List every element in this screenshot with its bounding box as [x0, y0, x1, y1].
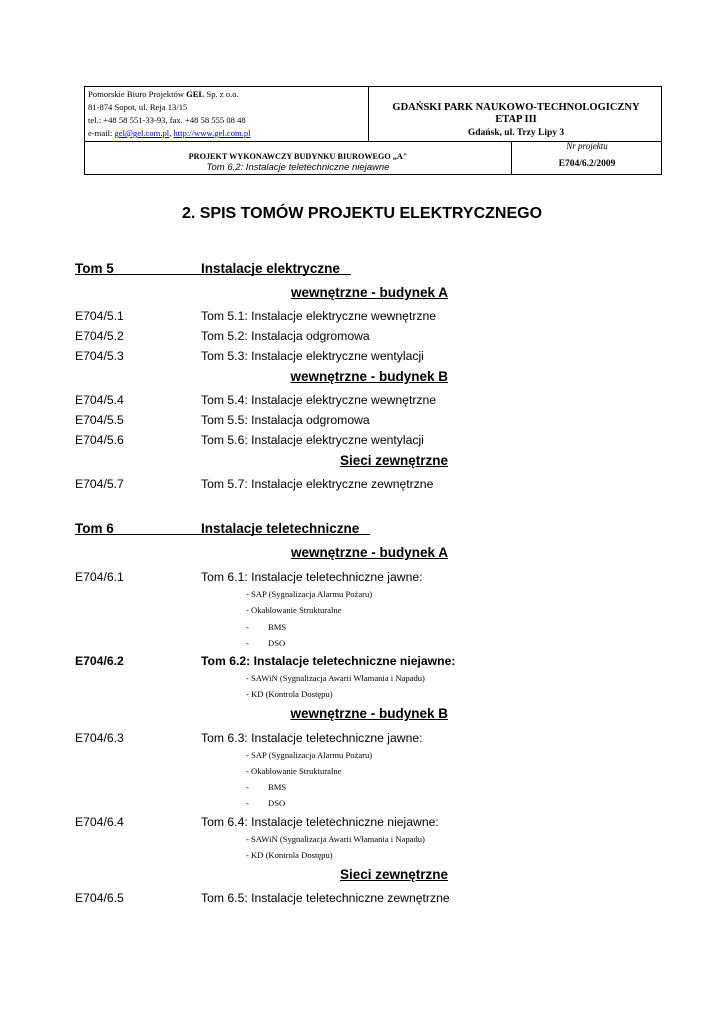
system-item: - BMS	[246, 782, 287, 792]
volume-title: Tom 6.2: Instalacje teletechniczne niejawne	[206, 162, 390, 173]
volume-code: E704/5.1	[75, 309, 124, 323]
system-item: - Okablowanie Strukturalne	[246, 605, 342, 615]
company-phone: tel.: +48 58 551-33-93, fax. +48 58 555 08 48	[88, 115, 246, 125]
volume-description: Tom 5.2: Instalacja odgromowa	[201, 329, 370, 343]
section-heading: wewnętrzne - budynek A	[290, 285, 448, 300]
system-item: - KD (Kontrola Dostępu)	[246, 689, 333, 699]
project-number: E704/6.2/2009	[558, 159, 616, 169]
volume-code: E704/6.3	[75, 731, 124, 745]
system-item: - SAP (Sygnalizacja Alarmu Pożaru)	[246, 589, 373, 599]
tom6-name: Instalacje teletechniczne	[201, 521, 360, 536]
system-item: - DSO	[246, 798, 286, 808]
page-title: 2. SPIS TOMÓW PROJEKTU ELEKTRYCZNEGO	[181, 205, 543, 222]
system-item: - Okablowanie Strukturalne	[246, 766, 342, 776]
volume-code: E704/6.4	[75, 815, 124, 829]
volume-description: Tom 5.6: Instalacje elektryczne wentylacji	[201, 433, 424, 447]
tom6-heading	[75, 521, 370, 536]
system-item: - BMS	[246, 622, 287, 632]
building-title: PROJEKT WYKONAWCZY BUDYNKU BIUROWEGO „A"	[188, 152, 408, 161]
project-location: Gdańsk, ul. Trzy Lipy 3	[467, 128, 565, 138]
email-link[interactable]: gel@gel.com.pl	[114, 128, 170, 138]
section-heading: wewnętrzne - budynek A	[290, 545, 448, 560]
volume-description: Tom 6.2: Instalacje teletechniczne niejawne:	[201, 654, 456, 668]
volume-description: Tom 6.1: Instalacje teletechniczne jawne:	[201, 570, 423, 584]
project-stage: ETAP III	[495, 114, 537, 125]
system-item: - SAWiN (Sygnalizacja Awarii Włamania i Napadu)	[246, 673, 425, 683]
system-item: - KD (Kontrola Dostępu)	[246, 850, 333, 860]
volume-code: E704/5.2	[75, 329, 124, 343]
divider	[368, 87, 369, 141]
document-header	[84, 86, 662, 175]
company-contact: e-mail: gel@gel.com.pl, http://www.gel.com.pl	[88, 128, 251, 138]
volume-description: Tom 5.3: Instalacje elektryczne wentylacji	[201, 349, 424, 363]
volume-code: E704/5.5	[75, 413, 124, 427]
volume-description: Tom 6.3: Instalacje teletechniczne jawne:	[201, 731, 423, 745]
project-number-label: Nr projektu	[566, 141, 608, 151]
volume-code: E704/6.1	[75, 570, 124, 584]
section-heading: wewnętrzne - budynek B	[290, 706, 448, 721]
volume-code: E704/5.4	[75, 393, 124, 407]
volume-description: Tom 6.5: Instalacje teletechniczne zewnętrzne	[201, 891, 450, 905]
section-heading: wewnętrzne - budynek B	[290, 369, 448, 384]
project-title: GDAŃSKI PARK NAUKOWO-TECHNOLOGICZNY	[392, 102, 640, 113]
website-link[interactable]: http://www.gel.com.pl	[173, 128, 251, 138]
tom5-label: Tom 5	[75, 261, 114, 276]
volume-description: Tom 5.1: Instalacje elektryczne wewnętrzne	[201, 309, 437, 323]
section-heading: Sieci zewnętrzne	[339, 867, 448, 882]
system-item: - SAWiN (Sygnalizacja Awarii Włamania i Napadu)	[246, 834, 425, 844]
volume-description: Tom 5.5: Instalacja odgromowa	[201, 413, 370, 427]
volume-description: Tom 5.4: Instalacje elektryczne wewnętrzne	[201, 393, 437, 407]
tom6-label: Tom 6	[75, 521, 114, 536]
system-item: - SAP (Sygnalizacja Alarmu Pożaru)	[246, 750, 373, 760]
section-heading: Sieci zewnętrzne	[339, 453, 448, 468]
volume-code: E704/5.3	[75, 349, 124, 363]
volume-description: Tom 6.4: Instalacje teletechniczne niejawne:	[201, 815, 439, 829]
volume-code: E704/6.2	[75, 654, 124, 668]
volume-code: E704/6.5	[75, 891, 124, 905]
tom5-heading	[75, 261, 351, 276]
volume-code: E704/5.7	[75, 477, 124, 491]
company-address: 81-874 Sopot, ul. Reja 13/15	[88, 102, 188, 112]
tom5-name: Instalacje elektryczne	[201, 261, 340, 276]
company-name: Pomorskie Biuro Projektów GEL Sp. z o.o.	[88, 89, 239, 99]
system-item: - DSO	[246, 638, 286, 648]
volume-description: Tom 5.7: Instalacje elektryczne zewnętrzne	[201, 477, 434, 491]
volume-code: E704/5.6	[75, 433, 124, 447]
